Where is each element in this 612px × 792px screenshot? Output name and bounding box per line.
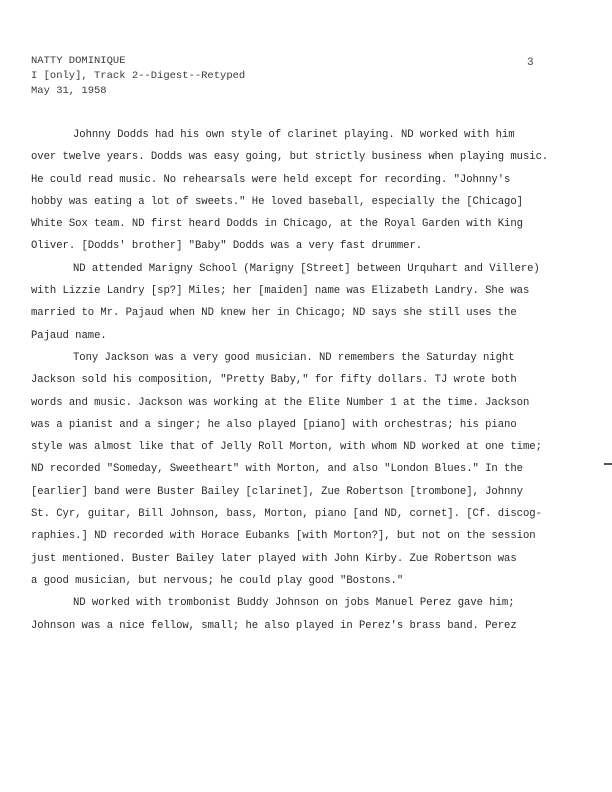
page-number: 3 [527, 57, 534, 69]
text-line: Pajaud name. [31, 329, 107, 342]
body-text [31, 124, 549, 637]
text-line: Johnny Dodds had his own style of clarinet playing. ND worked with him [73, 129, 515, 141]
text-line: Jackson sold his composition, "Pretty Baby," for fifty dollars. TJ wrote both [31, 374, 517, 387]
text-line: Johnson was a nice fellow, small; he also played in Perez's brass band. Perez [31, 619, 517, 632]
text-line: He could read music. No rehearsals were held except for recording. "Johnny's [31, 173, 511, 186]
text-line: St. Cyr, guitar, Bill Johnson, bass, Morton, piano [and ND, cornet]. [Cf. discog- [31, 508, 542, 521]
text-line: ND recorded "Someday, Sweetheart" with Morton, and also "London Blues." In the [31, 463, 523, 476]
text-line: married to Mr. Pajaud when ND knew her in Chicago; ND says she still uses the [31, 307, 517, 320]
text-line: words and music. Jackson was working at the Elite Number 1 at the time. Jackson [31, 396, 530, 409]
margin-mark [604, 463, 612, 465]
text-line: [earlier] band were Buster Bailey [clarinet], Zue Robertson [trombone], Johnny [31, 485, 523, 498]
text-line: Tony Jackson was a very good musician. ND remembers the Saturday night [73, 351, 515, 364]
text-line: just mentioned. Buster Bailey later played with John Kirby. Zue Robertson was [31, 552, 517, 565]
text-line: was a pianist and a singer; he also played [piano] with orchestras; his piano [31, 418, 517, 431]
text-line: ND attended Marigny School (Marigny [Street] between Urquhart and Villere) [73, 262, 540, 275]
text-line: with Lizzie Landry [sp?] Miles; her [maiden] name was Elizabeth Landry. She was [31, 285, 530, 298]
text-line: over twelve years. Dodds was easy going, but strictly business when playing music. [31, 151, 549, 164]
header-reel: I [only], Track 2--Digest--Retyped [31, 70, 246, 82]
text-line: hobby was eating a lot of sweets." He loved baseball, especially the [Chicago] [31, 195, 523, 208]
header-date: May 31, 1958 [31, 85, 107, 97]
header-name: NATTY DOMINIQUE [31, 55, 126, 67]
text-line: a good musician, but nervous; he could play good "Bostons." [31, 574, 404, 587]
text-line: White Sox team. ND first heard Dodds in Chicago, at the Royal Garden with King [31, 218, 523, 231]
text-line: ND worked with trombonist Buddy Johnson on jobs Manuel Perez gave him; [73, 597, 515, 610]
text-line: style was almost like that of Jelly Roll Morton, with whom ND worked at one time; [31, 441, 542, 454]
document-header [31, 54, 245, 99]
text-line: raphies.] ND recorded with Horace Eubanks [with Morton?], but not on the session [31, 530, 536, 543]
text-line: Oliver. [Dodds' brother] "Baby" Dodds was a very fast drummer. [31, 240, 423, 253]
